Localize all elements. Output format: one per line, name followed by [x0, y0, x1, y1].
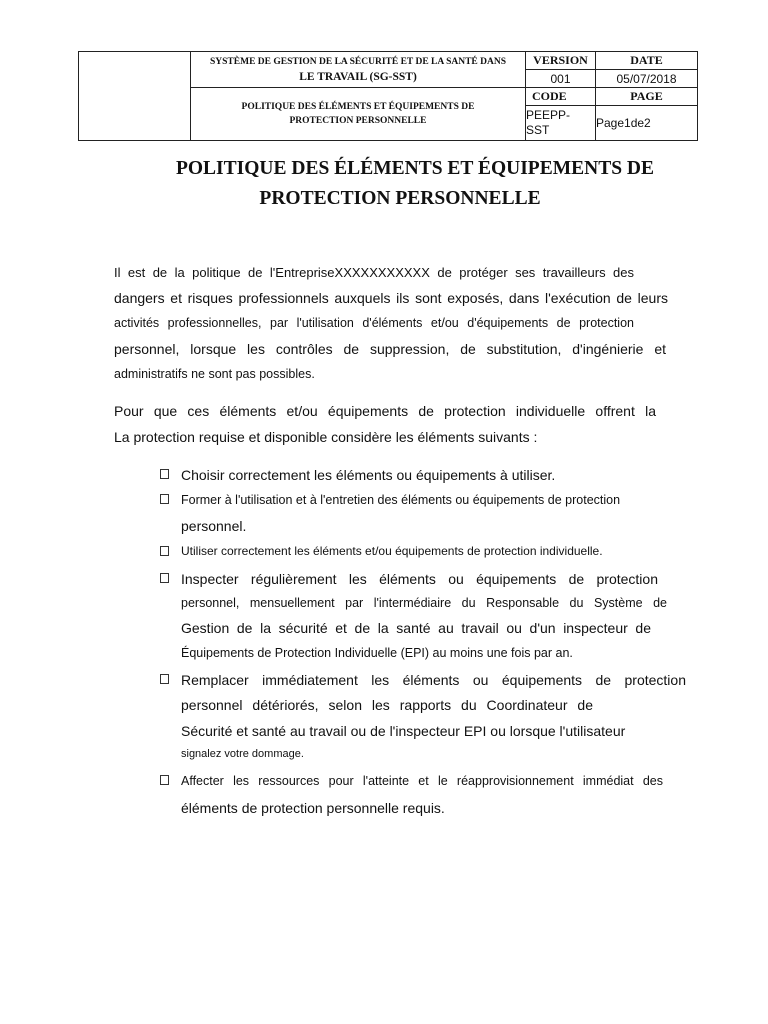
bullet-line: Affecter les ressources pour l'atteinte et le réapprovisionnement immédiat des [181, 774, 663, 788]
bullet-line: Remplacer immédiatement les éléments ou équipements de protection [181, 672, 686, 688]
code-label: CODE [526, 88, 596, 106]
paragraph1-line: administratifs ne sont pas possibles. [114, 367, 315, 381]
bullet-line: Gestion de la sécurité et de la santé au travail ou d'un inspecteur de [181, 620, 651, 636]
bullet-line: Choisir correctement les éléments ou équipements à utiliser. [181, 467, 556, 483]
date-value: 05/07/2018 [596, 70, 698, 88]
page-label: PAGE [596, 88, 698, 106]
checkbox-bullet-icon [160, 573, 169, 583]
paragraph1-line: Il est de la politique de l'EntrepriseXXXXXXXXXXX de protéger ses travailleurs des [114, 265, 634, 280]
bullet-line: Inspecter régulièrement les éléments ou équipements de protection [181, 571, 658, 587]
doc-title-cell [191, 88, 526, 141]
checkbox-bullet-icon [160, 674, 169, 684]
system-title-cell [191, 52, 526, 88]
paragraph2-line: La protection requise et disponible considère les éléments suivants : [114, 429, 538, 445]
document-title-line2: PROTECTION PERSONNELLE [259, 188, 541, 209]
bullet-line: Former à l'utilisation et à l'entretien des éléments ou équipements de protection [181, 493, 621, 507]
system-title-line2: LE TRAVAIL (SG-SST) [299, 70, 417, 83]
version-label: VERSION [526, 52, 596, 70]
bullet-line: personnel. [181, 518, 247, 534]
checkbox-bullet-icon [160, 469, 169, 479]
bullet-line: personnel, mensuellement par l'intermédiaire du Responsable du Système de [181, 596, 667, 610]
bullet-line: Sécurité et santé au travail ou de l'inspecteur EPI ou lorsque l'utilisateur [181, 723, 626, 739]
version-value: 001 [526, 70, 596, 88]
bullet-line: Équipements de Protection Individuelle (EPI) au moins une fois par an. [181, 646, 573, 660]
paragraph1-line: dangers et risques professionnels auxquels ils sont exposés, dans l'exécution de leurs [114, 290, 668, 306]
logo-cell [79, 52, 191, 141]
page-value: Page1de2 [596, 106, 698, 141]
bullet-line: signalez votre dommage. [181, 748, 304, 760]
paragraph1-line: activités professionnelles, par l'utilisation d'éléments et/ou d'équipements de protection [114, 316, 634, 330]
doc-title-line2: PROTECTION PERSONNELLE [289, 116, 427, 126]
bullet-line: Utiliser correctement les éléments et/ou équipements de protection individuelle. [181, 544, 603, 558]
doc-title-line1: POLITIQUE DES ÉLÉMENTS ET ÉQUIPEMENTS DE [241, 102, 475, 112]
bullet-line: personnel détériorés, selon les rapports du Coordinateur de [181, 697, 593, 713]
code-value-line1: PEEPP- [526, 108, 571, 122]
checkbox-bullet-icon [160, 775, 169, 785]
checkbox-bullet-icon [160, 546, 169, 556]
paragraph1-line: personnel, lorsque les contrôles de suppression, de substitution, d'ingénierie et [114, 341, 666, 357]
checkbox-bullet-icon [160, 494, 169, 504]
date-label: DATE [596, 52, 698, 70]
bullet-line: éléments de protection personnelle requis. [181, 800, 445, 816]
document-header-table [78, 51, 698, 141]
code-value-line2: SST [526, 123, 550, 137]
system-title-line1: SYSTÈME DE GESTION DE LA SÉCURITÉ ET DE LA SANTÉ DANS [210, 56, 506, 67]
paragraph2-line: Pour que ces éléments et/ou équipements de protection individuelle offrent la [114, 403, 656, 419]
document-title-line1: POLITIQUE DES ÉLÉMENTS ET ÉQUIPEMENTS DE [175, 158, 655, 179]
code-value [526, 106, 596, 141]
